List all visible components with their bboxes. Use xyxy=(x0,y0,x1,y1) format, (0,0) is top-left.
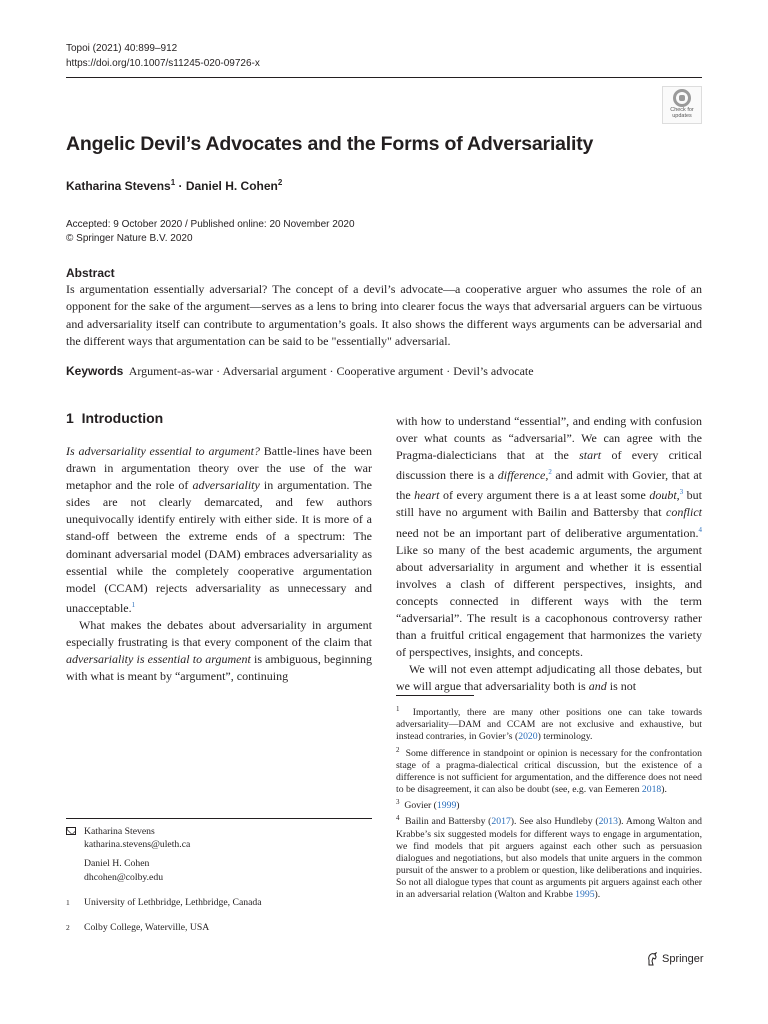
author-list: Katharina Stevens$^1$ · Daniel H. Cohen$^2$ xyxy=(66,178,283,193)
header-rule xyxy=(66,77,702,78)
abstract-text: Is argumentation essentially adversarial? The concept of a devil’s advocate—a cooperative arguer who assumes the role of an opponent for the sake of the argument—serves as a lens to bring into clearer focus the ways that adversarial arguers can be virtuous and adversariality itself can contribute to argumentation’s goals. It also shows the different ways arguments can be adversarial and the different ways that argumentation can be said to be "essentially" adversarial. xyxy=(66,282,702,348)
paragraph: What makes the debates about adversariality in argument especially frustrating is that every component of the claim that adversariality is essential to argument is ambiguous, beginning with what is meant by “argument”, continuing xyxy=(66,617,372,684)
affiliation: Colby College, Waterville, USA xyxy=(84,922,210,934)
citation-link[interactable]: 2018 xyxy=(641,784,662,796)
keywords-label: Keywords xyxy=(66,364,124,378)
article-meta xyxy=(66,41,260,71)
publisher-logo: Springer xyxy=(646,952,704,966)
citation-link[interactable]: 1999 xyxy=(436,800,457,812)
footnote: $^2$ Some difference in standpoint or opinion is necessary for the confrontation stage of a pragma-dialectical critical discussion, but the existence of a difference is not sufficient for argumentation, and the difference does not need to be disagreement, it can also be doubt (see, e.g. van Eemeren 2018). xyxy=(396,745,702,796)
footnotes xyxy=(396,703,702,901)
citation-link[interactable]: 1995 xyxy=(575,889,595,901)
footnote-ref[interactable]: 2 xyxy=(548,468,552,477)
abstract-heading: Abstract xyxy=(66,266,115,280)
doi-link[interactable]: https://doi.org/10.1007/s11245-020-09726-x xyxy=(66,58,260,69)
footnote: $^3$ Govier (1999) xyxy=(396,798,460,812)
citation-link[interactable]: 2020 xyxy=(518,731,538,743)
right-column xyxy=(396,413,702,696)
citation-link[interactable]: 2013 xyxy=(598,816,618,828)
keywords-list: Argument-as-war · Adversarial argument · Cooperative argument · Devil’s advocate xyxy=(128,364,534,378)
footnote-ref[interactable]: 4 xyxy=(698,525,702,534)
journal-citation: Topoi (2021) 40:899–912 xyxy=(66,43,178,54)
footnote-rule xyxy=(396,695,474,696)
email-link[interactable]: dhcohen@colby.edu xyxy=(84,871,164,883)
citation-link[interactable]: 2017 xyxy=(491,816,511,828)
footnote-ref[interactable]: 1 xyxy=(131,600,136,609)
paragraph: We will not even attempt adjudicating all those debates, but we will argue that adversariality both is and is not xyxy=(396,662,702,694)
affiliation-rule xyxy=(66,818,372,819)
article-title: Angelic Devil’s Advocates and the Forms of Adversariality xyxy=(66,133,594,155)
author-name[interactable]: Daniel H. Cohen xyxy=(185,179,278,193)
email-link[interactable]: katharina.stevens@uleth.ca xyxy=(84,839,191,851)
footnote: $^4$ Bailin and Battersby (2017). See also Hundleby (2013). Among Walton and Krabbe’s six suggested models for different ways to engage in argumentation, we find models that pit arguers against each other such as persuasion dialogues and negotiations, but also models that unite arguers in the common pursuit of the answer to a problem or question, like deliberations and inquiries. So not all dialogue types that count as arguments pit arguers against each other in an adversarial relation (Walton and Krabbe 1995). xyxy=(396,814,703,901)
check-updates-icon xyxy=(673,89,691,107)
publication-dates: Accepted: 9 October 2020 / Published online: 20 November 2020 © Springer Nature B.V. 2020 xyxy=(66,219,355,244)
left-column xyxy=(66,443,372,685)
footnote: $^1$ Importantly, there are many other positions one can take towards adversariality—DAM and CCAM are not exclusive and exhaustive, but instead contraries, in Govier’s (2020) terminology. xyxy=(396,705,702,743)
correspondence-block: Katharina Stevens katharina.stevens@uleth.ca Daniel H. Cohen dhcohen@colby.edu $^1$ University of Lethbridge, Lethbridge, Canada $^2$ Colby College, Waterville, USA xyxy=(66,825,372,938)
springer-horse-icon xyxy=(646,952,658,966)
paragraph: with how to understand “essential”, and ending with confusion over what counts as “adversarial”. We can agree with the Pragma-dialecticians that at the start of every critical discussion there is a difference,$^2$ and admit with Govier, that at the heart of every argument there is a at least some doubt,$^3$ but still have no argument with Bailin and Battersby that conflict need not be an important part of deliberative argumentation.$^4$ Like so many of the best academic arguments, the argument about adversariality in argument and whether it is essential involves a clash of different perspectives, insights, and concepts connected in different ways with the term “adversarial”. The result is a cacophonous controversy rather than a fruitful critical engagement that harmonizes the variety of perspectives, insights, and concepts. xyxy=(396,414,702,660)
section-heading: 1 Introduction xyxy=(66,410,164,426)
keywords xyxy=(66,364,534,379)
envelope-icon xyxy=(66,827,76,835)
check-for-updates-badge[interactable]: Check for updates xyxy=(662,86,702,124)
paragraph: Is adversariality essential to argument? Battle-lines have been drawn in argumentation theory over the use of the war metaphor and the role of adversariality in argumentation. The sides are not clearly demarcated, and few authors unequivocally identify entirely with either side. It is more of a stand-off between the extreme ends of a spectrum: The dominant adversarial model (DAM) embraces adversariality as essential while the completely cooperative argumentation model (CCAM) rejects adversariality as unnecessary and unacceptable.$^1$ xyxy=(66,444,372,615)
author-name[interactable]: Katharina Stevens xyxy=(66,179,171,193)
affiliation: University of Lethbridge, Lethbridge, Canada xyxy=(84,896,262,908)
footnote-ref[interactable]: 3 xyxy=(679,488,684,497)
